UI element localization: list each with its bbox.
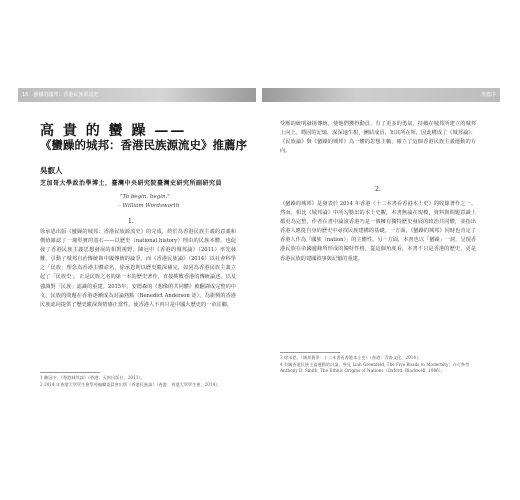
right-body-text-2: 《蠻躁的城邦》是發表於 2014 年香港《十二本書看香港本土史》的收錄著作之一。然而，相比《城邦論》中所勾勒出的本土史觀，本書無論在規模、資料與問題意識上都更為完整。作者在書中論證香港乃是一個擁有獨特歷史發展的政治共同體，並指出香港人應從自身的歷史中尋找民族建構的基礎。一方面，《蠻躁的城邦》同時也肯定了香港人作為「國族（nation）」的主體性。另一方面，本書也以「蠻躁」一詞，呈現香港民族在帝國邊緣所形成的獨特性格。從這個角度看，本書不只是香港的歷史，更是香港民族的建國敘事與記憶的重建。 xyxy=(280,201,476,262)
preface-subtitle: 《蠻躁的城邦：香港民族源流史》推薦序 xyxy=(40,138,247,152)
running-header-right: 推薦序 xyxy=(480,92,496,98)
epigraph: "To begin, begin." xyxy=(120,194,170,200)
footnote: 4 有關香港民族主義運動的討論，參見 Liah Greenfeld, The Five Roads to Modernity；亦可參考 Anthony D. Smith, The Ethnic Origins of Nations（Oxford: Blackwell, 1986）。 xyxy=(280,361,470,373)
section-number-2: 2. xyxy=(375,186,381,193)
footnote: 3 徐承恩，《城邦舊夢：十二本書看香港本土史》（香港：青森文化，2014）。 xyxy=(280,355,423,360)
footnotes-right xyxy=(280,355,476,375)
section-number-1: 1. xyxy=(128,218,134,225)
footnote: 2 2014 年香港大學學生會學苑編輯委員會出版《香港民族論》（香港：香港大學學生會，2014）。 xyxy=(40,381,222,387)
footnote-rule-left xyxy=(40,372,100,373)
footnote: 1 陳冠中，《香港城邦論》（香港：天窗出版社，2011）。 xyxy=(40,375,145,380)
right-body-text-1: 受壓的統明發揚傳統，使他們獲得動員，有了更多的勇氣，持續在城邦所建立的城邦上向上。穩固的記憶，深深地生根，團結成員，知其所在所，因此構成了《城邦論》、《民族論》與《蠻躁的城邦》為一體的思想主軸，確立了這個香港民族主義運動的方向。 xyxy=(280,121,476,155)
footnote-rule-right xyxy=(280,352,340,353)
footnotes-left xyxy=(40,375,236,388)
running-header-left: 16 蠻橫的國邦：香港民族源流史 xyxy=(22,92,99,98)
left-body-text: 徐承恩出版《蠻躁的城邦：香港民族源流史》的完成，終於為香港民族主義的意義和價值確認了一塊堅實的基石——以歷史（national history）理由的民族本體，也促發了香港民族主義思想發展的相對視野，陳冠中《香港的城邦論》（2011）率先發難，引動了城邦自治傳統與中國傳統的論爭，而《香港民族論》（2014）以社會科學之「民族」理念為香港主體命名，徐承恩則以歷史縱深補完，如同為香港民族主義立起了「民族史」，正是民族之名的第一本的歷史著作。直接挑戰香港的傳統論述，以及強調對「民族」認識的重建。2015年，安德森的《想像的共同體》被翻譯成完整的中文，民族的問題在香港逐漸成為討論熱點（Benedict Anderson 語）。為新興的香港民族認同提供了歷史縱深與情感正當性。使香港人不再只是中國大歷史的一章註腳。 xyxy=(40,229,236,308)
author-affiliation: 芝加哥大學政治學博士，臺灣中央研究院臺灣史研究所副研究員 xyxy=(40,180,223,187)
epigraph-attribution: – William Wordsworth xyxy=(118,203,180,209)
preface-title: 高 貴 的 蠻 躁 —— xyxy=(40,123,187,139)
author-name: 吳叡人 xyxy=(40,166,63,175)
header-band-right xyxy=(262,88,500,102)
